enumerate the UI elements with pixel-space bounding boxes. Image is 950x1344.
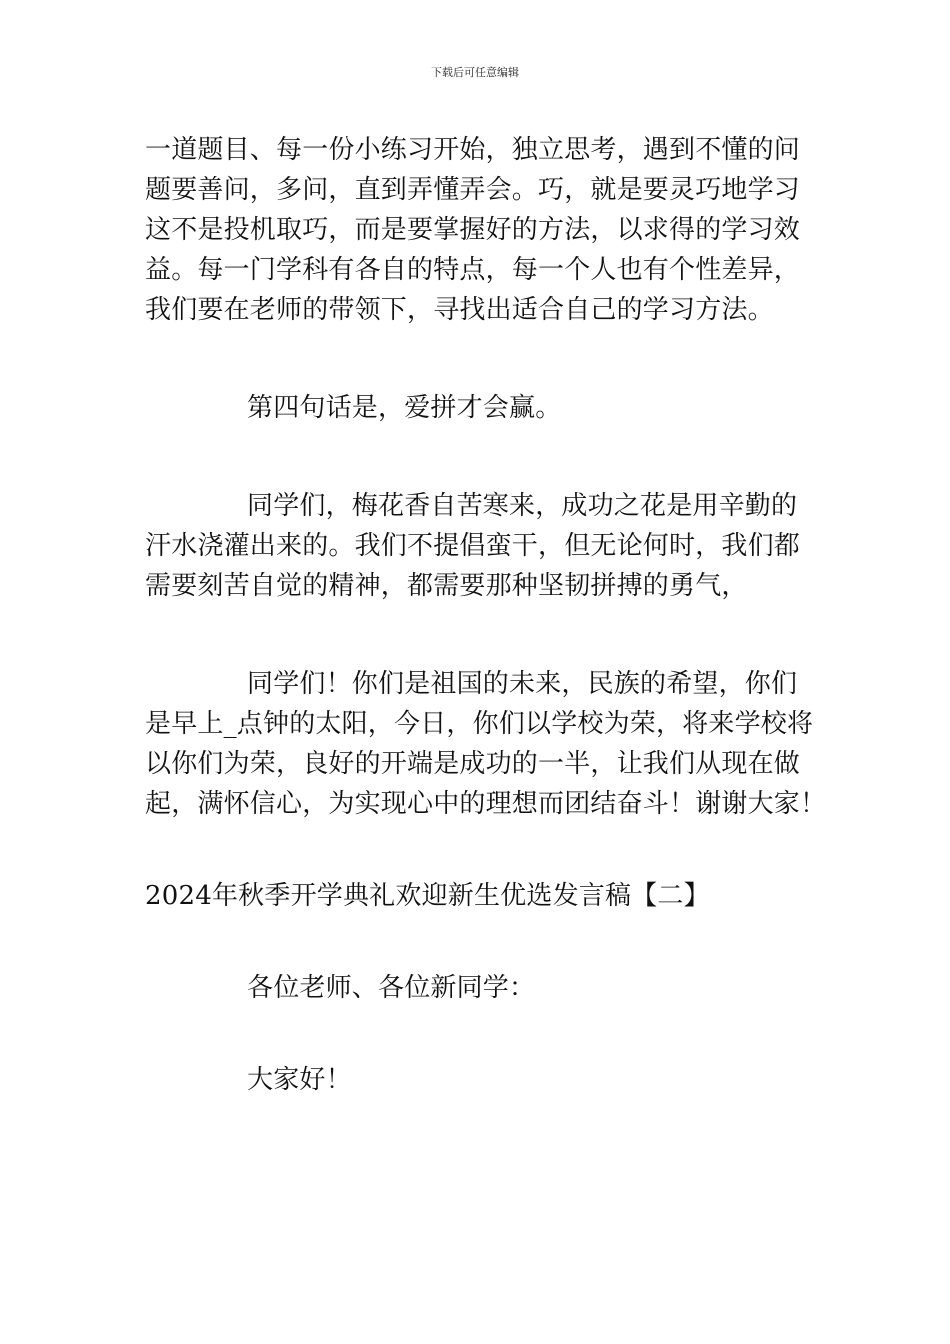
text-line: 我们要在老师的带领下，寻找出适合自己的学习方法。 xyxy=(145,295,774,325)
section-heading xyxy=(145,876,813,916)
text-line: 这不是投机取巧，而是要掌握好的方法，以求得的学习效 xyxy=(145,215,801,245)
heading-line: 2024年秋季开学典礼欢迎新生优选发言稿【二】 xyxy=(145,881,710,911)
text-line: 汗水浇灌出来的。我们不提倡蛮干，但无论何时，我们都 xyxy=(145,531,801,561)
paragraph-salutation xyxy=(145,968,813,1008)
paragraph-closing xyxy=(145,664,827,824)
text-line: 第四句话是，爱拼才会赢。 xyxy=(247,393,562,423)
text-line: 是早上_点钟的太阳，今日，你们以学校为荣，将来学校将 xyxy=(145,709,814,739)
text-line: 需要刻苦自觉的精神，都需要那种坚韧拼搏的勇气， xyxy=(145,571,748,601)
text-line: 各位老师、各位新同学： xyxy=(247,973,536,1003)
paragraph-greeting xyxy=(145,1060,813,1100)
text-line: 益。每一门学科有各自的特点，每一个人也有个性差异， xyxy=(145,255,801,285)
text-line: 同学们，梅花香自苦寒来，成功之花是用辛勤的 xyxy=(247,491,798,521)
text-line: 以你们为荣，良好的开端是成功的一半，让我们从现在做 xyxy=(145,749,801,779)
text-line: 一道题目、每一份小练习开始，独立思考，遇到不懂的问 xyxy=(145,135,801,165)
text-line: 同学们！你们是祖国的未来，民族的希望，你们 xyxy=(247,669,798,699)
text-line: 起，满怀信心，为实现心中的理想而团结奋斗！谢谢大家！ xyxy=(145,789,827,819)
paragraph-fourth-point xyxy=(145,388,813,428)
page-header: 下载后可任意编辑 xyxy=(431,66,519,79)
text-line: 题要善问，多问，直到弄懂弄会。巧，就是要灵巧地学习 xyxy=(145,175,801,205)
paragraph-hard-work xyxy=(145,486,813,606)
paragraph-study-method xyxy=(145,130,813,330)
document-body xyxy=(145,130,827,1100)
text-line: 大家好！ xyxy=(247,1065,352,1095)
